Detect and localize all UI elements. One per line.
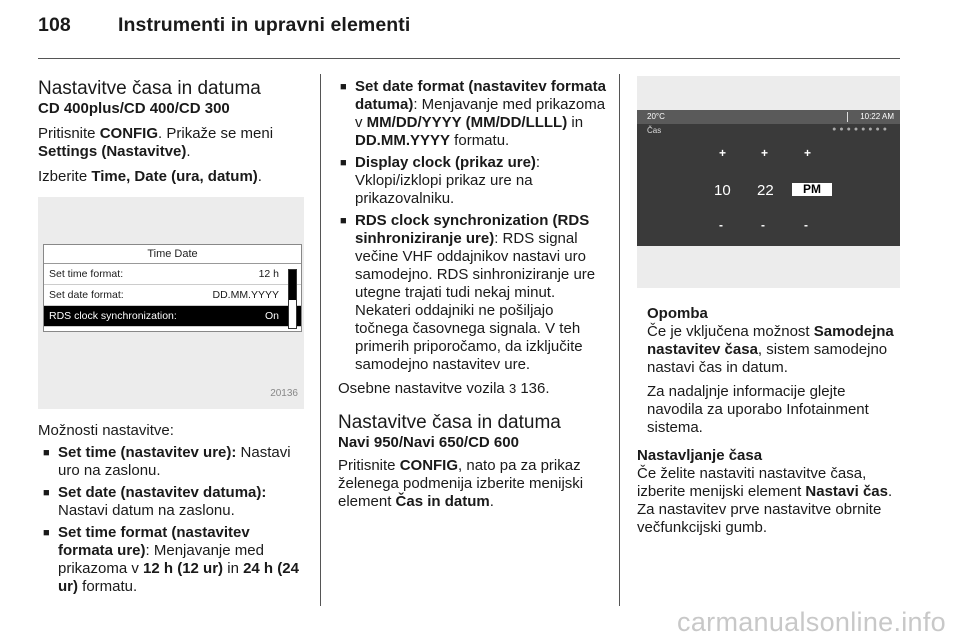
display-screen bbox=[43, 244, 302, 332]
text: Set time format (nastavitev formata ure) bbox=[58, 524, 250, 559]
text: . Prikaže se meni bbox=[158, 125, 274, 142]
text: 24 h (24 ur) bbox=[58, 560, 299, 595]
text: Settings (Nastavitve) bbox=[38, 143, 187, 160]
text: . bbox=[186, 143, 191, 160]
text: Če želite nastaviti nastavitve časa, izberite menijski element bbox=[637, 465, 867, 500]
text: Izberite bbox=[38, 168, 92, 185]
note-title: Opomba bbox=[647, 305, 708, 322]
row-value: DD.MM.YYYY bbox=[212, 289, 279, 301]
row-label: Set time format: bbox=[49, 268, 124, 280]
display-screen bbox=[637, 110, 900, 246]
clock: 10:22 AM bbox=[860, 112, 894, 121]
menu-row-selected bbox=[44, 306, 301, 327]
paragraph bbox=[38, 125, 304, 161]
text: , nato pa za prikaz želenega podmenija izberite menijski element bbox=[338, 457, 584, 510]
text: Pritisnite bbox=[38, 125, 100, 142]
paragraph bbox=[338, 380, 606, 398]
text: RDS clock synchronization (RDS sinhroniziranje ure) bbox=[355, 212, 590, 247]
row-label: RDS clock synchronization: bbox=[49, 310, 177, 322]
text: Set date format (nastavitev formata datuma) bbox=[355, 78, 606, 113]
paragraph bbox=[38, 168, 304, 186]
text: in bbox=[223, 560, 244, 577]
middle-column bbox=[338, 78, 606, 511]
text: MM/DD/YYYY (MM/DD/LLLL) bbox=[366, 114, 568, 131]
section-subheading: Navi 950/Navi 650/CD 600 bbox=[338, 434, 519, 451]
options-intro: Možnosti nastavitve: bbox=[38, 422, 174, 439]
column-divider-1 bbox=[320, 74, 321, 606]
row-label: Set date format: bbox=[49, 289, 124, 301]
left-column bbox=[38, 78, 304, 596]
text: Set date (nastavitev datuma): bbox=[58, 484, 267, 501]
text: Nastavi datum na zaslonu. bbox=[58, 502, 235, 519]
section-subheading: CD 400plus/CD 400/CD 300 bbox=[38, 100, 230, 117]
ampm-value: PM bbox=[792, 183, 832, 196]
text: : Menjavanje med prikazoma v bbox=[355, 96, 606, 131]
text: Pritisnite bbox=[338, 457, 400, 474]
text: Če je vključena možnost bbox=[647, 323, 814, 340]
minute-value: 22 bbox=[757, 182, 774, 199]
text: formatu. bbox=[78, 578, 138, 595]
section-heading: Nastavitve časa in datuma bbox=[38, 78, 261, 99]
reference-arrow: 3 bbox=[508, 381, 517, 396]
screen-title: Time Date bbox=[44, 245, 301, 264]
text: Nastavi uro na zaslonu. bbox=[58, 444, 291, 479]
scrollbar bbox=[288, 269, 297, 329]
text: . Za nastavitev prve nastavitve obrnite večfunkcijski gumb. bbox=[637, 483, 893, 536]
minute-plus-button: + bbox=[761, 146, 769, 160]
note-text bbox=[647, 323, 903, 377]
text: . bbox=[257, 168, 262, 185]
hour-value: 10 bbox=[714, 182, 731, 199]
section-heading: Nastavitve časa in datuma bbox=[338, 412, 561, 433]
page-number: 108 bbox=[38, 14, 71, 36]
text: : Vklopi/izklopi prikaz ure na prikazovalniku. bbox=[355, 154, 541, 207]
status-icons: ●●●●●●●● bbox=[832, 126, 890, 133]
temperature: 20°C bbox=[647, 112, 665, 121]
text: in bbox=[567, 114, 584, 131]
list-item bbox=[338, 78, 606, 150]
text: formatu. bbox=[450, 132, 510, 149]
list-item bbox=[41, 484, 304, 520]
text: Osebne nastavitve vozila bbox=[338, 380, 509, 397]
text: : RDS signal večine VHF oddajnikov nastavi uro samodejno. RDS sinhroniziranje ure utegne trajati tudi nekaj minut. Nekateri oddajniki ne pošiljajo točnega časovnega signala. V teh primerih priporočamo, da izključite samodejno nastavitev ure. bbox=[355, 230, 596, 373]
figure-number: 20136 bbox=[270, 388, 298, 399]
text: Nastavi čas bbox=[805, 483, 888, 500]
screen-label: Čas bbox=[647, 126, 662, 135]
row-value: 12 h bbox=[258, 268, 279, 280]
scrollbar-thumb bbox=[289, 270, 296, 300]
screen-label-row bbox=[637, 124, 900, 138]
text: Čas in datum bbox=[395, 493, 490, 510]
text: 136. bbox=[516, 380, 550, 397]
menu-row bbox=[44, 264, 301, 285]
text: Set time (nastavitev ure): bbox=[58, 444, 237, 461]
ampm-plus-button: + bbox=[804, 146, 812, 160]
minute-minus-button: - bbox=[761, 218, 765, 232]
text: 12 h (12 ur) bbox=[143, 560, 224, 577]
text: CONFIG bbox=[99, 125, 159, 142]
section-subheading: Nastavljanje časa bbox=[637, 447, 763, 464]
paragraph bbox=[637, 465, 903, 537]
watermark: carmanualsonline.info bbox=[677, 607, 946, 637]
row-value: On bbox=[264, 310, 279, 322]
note-text: Za nadaljnje informacije glejte navodila za uporabo Infotainment sistema. bbox=[647, 383, 869, 436]
chapter-title: Instrumenti in upravni elementi bbox=[118, 14, 411, 36]
hour-plus-button: + bbox=[719, 146, 727, 160]
list-item bbox=[41, 524, 304, 596]
hour-minus-button: - bbox=[719, 218, 723, 232]
page-header bbox=[38, 14, 410, 37]
text: DD.MM.YYYY bbox=[355, 132, 451, 149]
ampm-minus-button: - bbox=[804, 218, 808, 232]
figure-time-date bbox=[38, 197, 304, 409]
header-divider bbox=[38, 58, 900, 59]
list-item bbox=[338, 212, 606, 374]
text: : Menjavanje med prikazoma v bbox=[58, 542, 264, 577]
status-bar bbox=[637, 110, 900, 124]
figure-time-screen bbox=[637, 76, 900, 288]
list-item bbox=[338, 154, 606, 208]
list-item bbox=[41, 444, 304, 480]
divider bbox=[847, 112, 848, 122]
text: . bbox=[489, 493, 494, 510]
text: Samodejna nastavitev časa bbox=[647, 323, 894, 358]
paragraph bbox=[338, 457, 606, 511]
text: Display clock (prikaz ure) bbox=[355, 154, 536, 171]
text: Time, Date (ura, datum) bbox=[91, 168, 258, 185]
right-column bbox=[637, 305, 903, 537]
text: CONFIG bbox=[399, 457, 459, 474]
text: , sistem samodejno nastavi čas in datum. bbox=[647, 341, 888, 376]
menu-row bbox=[44, 285, 301, 306]
column-divider-2 bbox=[619, 74, 620, 606]
